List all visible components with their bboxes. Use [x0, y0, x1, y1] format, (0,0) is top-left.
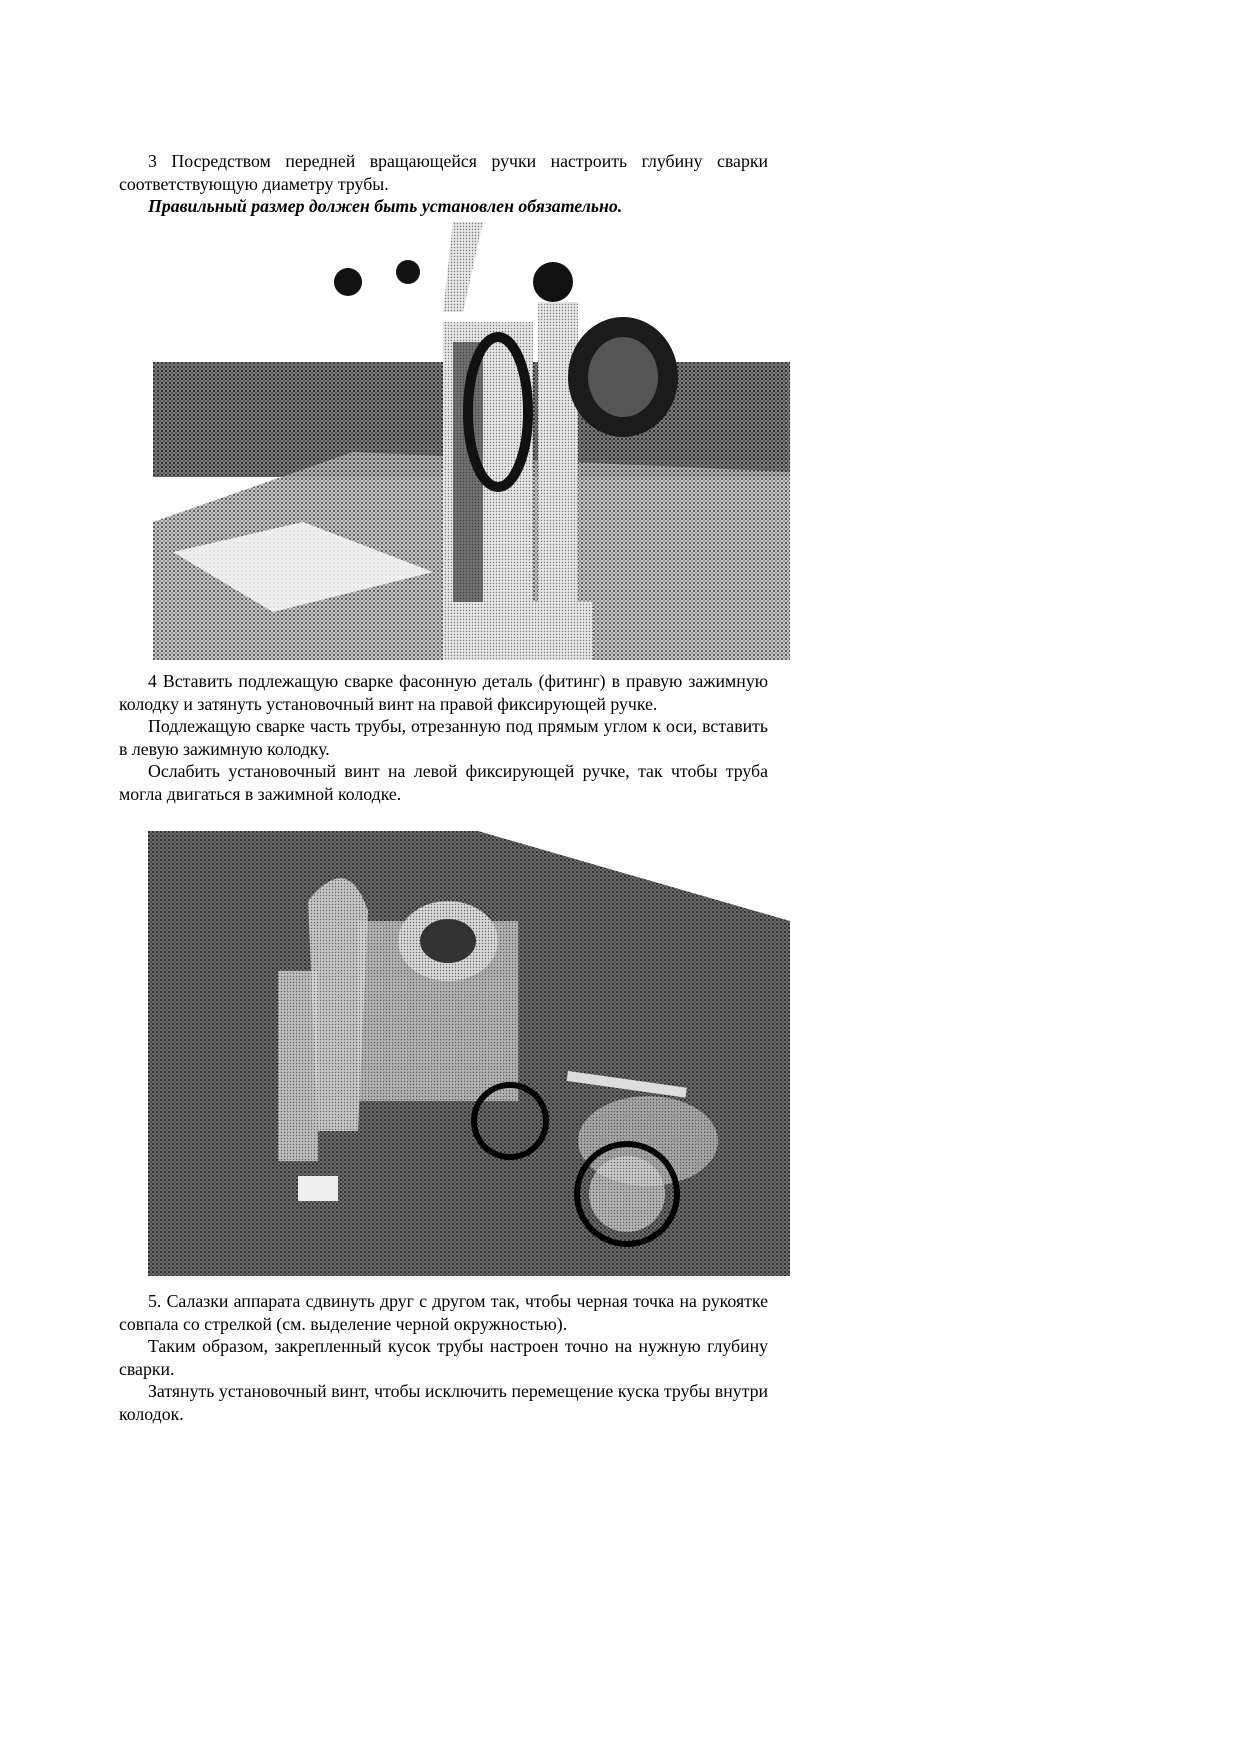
step4-block: [119, 670, 768, 805]
figure1-photo: [153, 222, 790, 660]
step3-block: [119, 150, 768, 218]
step5-paragraph-1: 5. Салазки аппарата сдвинуть друг с другом так, чтобы черная точка на рукоятке совпала со стрелкой (см. выделение черной окружностью).: [119, 1291, 768, 1334]
photo-clamps-with-circled-marks-icon: [148, 831, 790, 1276]
step5-paragraph-2: Таким образом, закрепленный кусок трубы настроен точно на нужную глубину сварки.: [119, 1336, 768, 1379]
step3-emphasis: Правильный размер должен быть установлен обязательно.: [148, 196, 623, 216]
step4-paragraph-1: 4 Вставить подлежащую сварке фасонную деталь (фитинг) в правую зажимную колодку и затянуть установочный винт на правой фиксирующей ручке.: [119, 671, 768, 714]
figure2-photo: [148, 831, 790, 1276]
photo-welding-machine-depth-knob-icon: [153, 222, 790, 660]
step5-paragraph-3: Затянуть установочный винт, чтобы исключить перемещение куска трубы внутри колодок.: [119, 1381, 768, 1424]
step4-paragraph-2: Подлежащую сварке часть трубы, отрезанную под прямым углом к оси, вставить в левую зажимную колодку.: [119, 716, 768, 759]
step4-paragraph-3: Ослабить установочный винт на левой фиксирующей ручке, так чтобы труба могла двигаться в зажимной колодке.: [119, 761, 768, 804]
step3-paragraph: 3 Посредством передней вращающейся ручки настроить глубину сварки соответствующую диаметру трубы.: [119, 151, 768, 194]
step5-block: [119, 1290, 768, 1425]
